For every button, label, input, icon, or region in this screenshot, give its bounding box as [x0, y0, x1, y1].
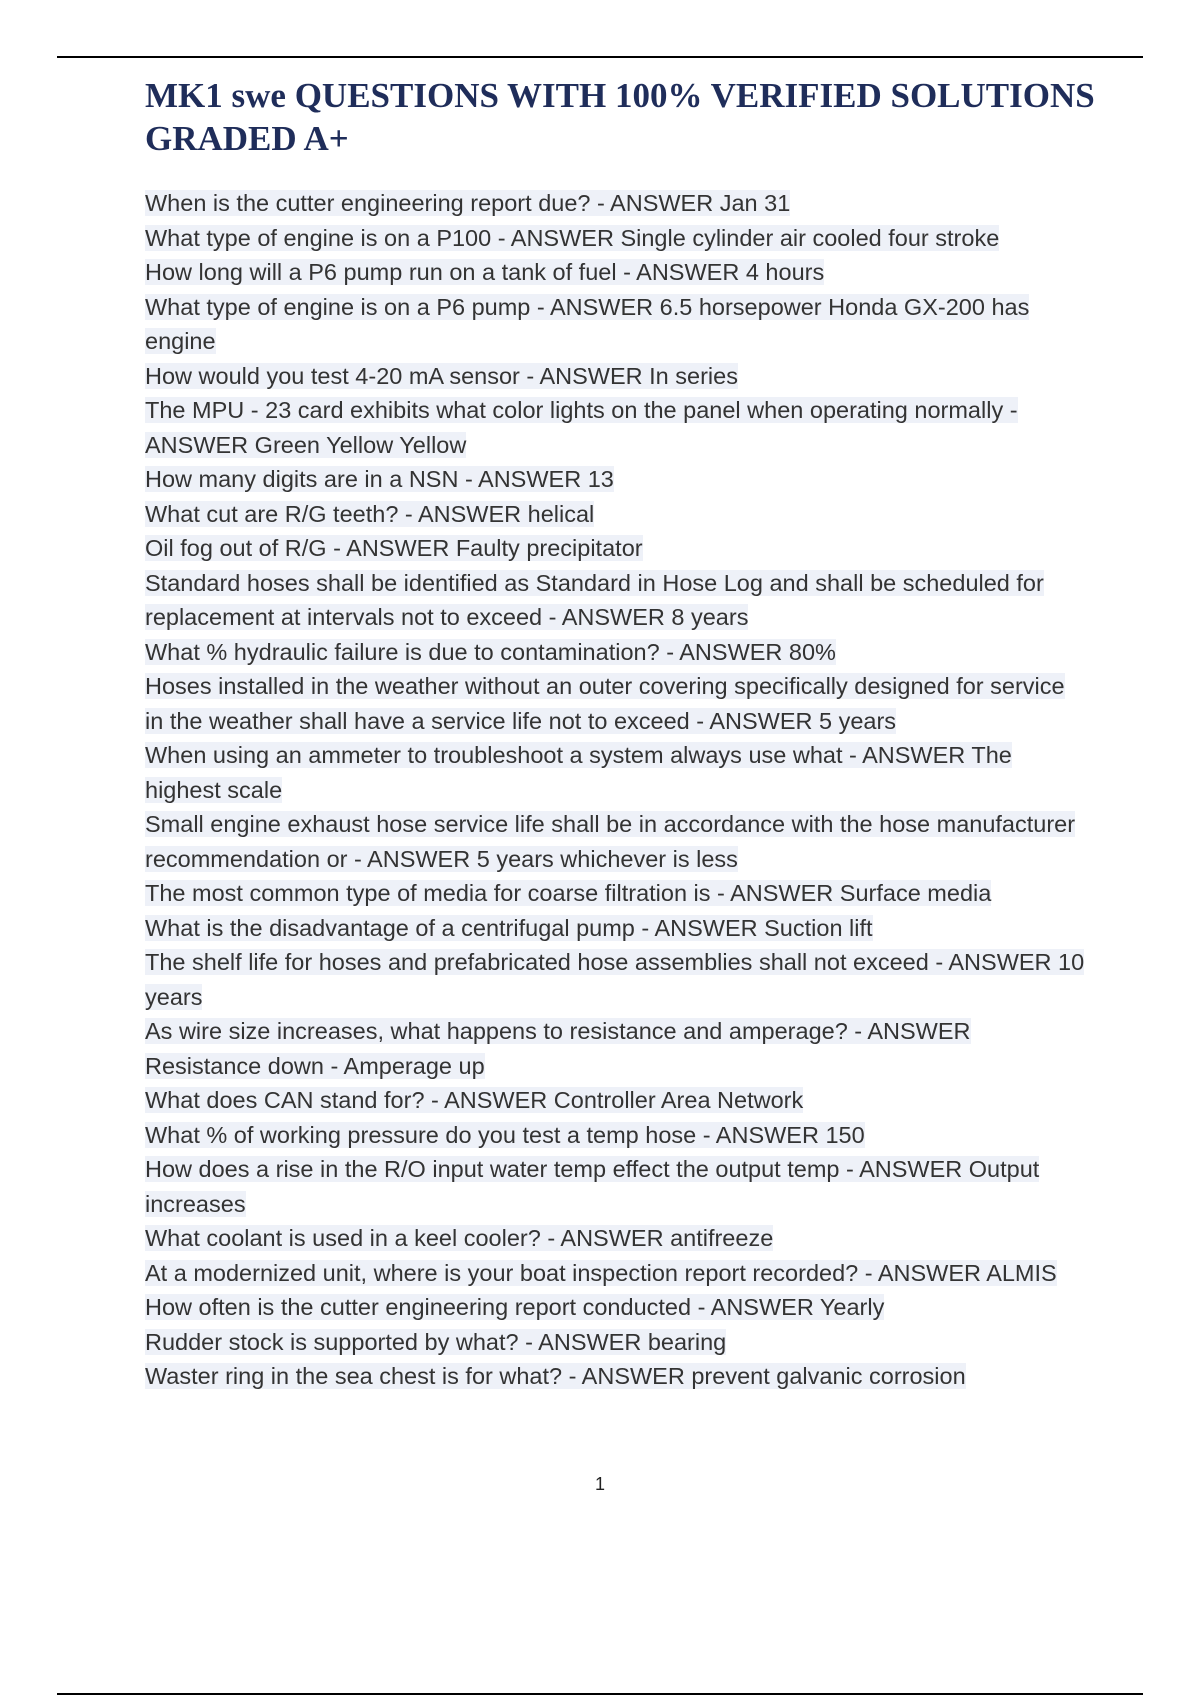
list-item [145, 876, 1085, 911]
qa-text: How often is the cutter engineering report conducted - ANSWER Yearly [145, 1294, 885, 1320]
qa-text: What coolant is used in a keel cooler? - ANSWER antifreeze [145, 1225, 774, 1251]
qa-text: What cut are R/G teeth? - ANSWER helical [145, 500, 595, 527]
qa-text: How many digits are in a NSN - ANSWER 13 [145, 466, 614, 492]
list-item [145, 1325, 1085, 1360]
qa-text: Rudder stock is supported by what? - ANSWER bearing [145, 1328, 727, 1355]
page-title: MK1 swe QUESTIONS WITH 100% VERIFIED SOLUTIONS GRADED A+ [145, 76, 1095, 158]
list-item [145, 1014, 1085, 1083]
list-item [145, 531, 1085, 566]
qa-text: How does a rise in the R/O input water temp effect the output temp - ANSWER Output increases [145, 1156, 1040, 1217]
qa-text: How long will a P6 pump run on a tank of fuel - ANSWER 4 hours [145, 259, 825, 285]
list-item [145, 807, 1085, 876]
list-item [145, 566, 1085, 635]
header-rule [57, 56, 1143, 58]
qa-text: Oil fog out of R/G - ANSWER Faulty precipitator [145, 535, 643, 561]
qa-text: What type of engine is on a P6 pump - ANSWER 6.5 horsepower Honda GX-200 has engine [145, 293, 1030, 354]
list-item [145, 1290, 1085, 1325]
qa-text: When is the cutter engineering report due? - ANSWER Jan 31 [145, 190, 791, 216]
list-item [145, 738, 1085, 807]
list-item [145, 1152, 1085, 1221]
list-item [145, 1256, 1085, 1291]
qa-text: What does CAN stand for? - ANSWER Controller Area Network [145, 1087, 804, 1113]
qa-text: Small engine exhaust hose service life shall be in accordance with the hose manufacturer recommendation or - ANSWER 5 years whichever is less [145, 811, 1076, 872]
list-item [145, 393, 1085, 462]
list-item [145, 1083, 1085, 1118]
list-item [145, 1359, 1085, 1394]
qa-text: How would you test 4-20 mA sensor - ANSWER In series [145, 362, 738, 389]
list-item [145, 635, 1085, 670]
list-item [145, 945, 1085, 1014]
list-item [145, 1118, 1085, 1153]
qa-text: The shelf life for hoses and prefabricated hose assemblies shall not exceed - ANSWER 10 years [145, 949, 1085, 1010]
list-item [145, 221, 1085, 256]
list-item [145, 255, 1085, 290]
qa-text: Standard hoses shall be identified as Standard in Hose Log and shall be scheduled for replacement at intervals not to exceed - ANSWER 8 years [145, 569, 1044, 630]
qa-text: As wire size increases, what happens to resistance and amperage? - ANSWER Resistance down - Amperage up [145, 1018, 971, 1079]
list-item [145, 911, 1085, 946]
footer-rule [57, 1693, 1143, 1695]
qa-text: The MPU - 23 card exhibits what color lights on the panel when operating normally - ANSWER Green Yellow Yellow [145, 397, 1018, 458]
list-item [145, 186, 1085, 221]
qa-text: At a modernized unit, where is your boat inspection report recorded? - ANSWER ALMIS [145, 1259, 1057, 1286]
list-item [145, 462, 1085, 497]
qa-text: What % hydraulic failure is due to contamination? - ANSWER 80% [145, 638, 836, 665]
page-number: 1 [594, 1474, 605, 1494]
qa-text: The most common type of media for coarse filtration is - ANSWER Surface media [145, 880, 992, 906]
qa-text: What % of working pressure do you test a temp hose - ANSWER 150 [145, 1121, 865, 1148]
qa-list [145, 186, 1085, 1394]
qa-text: What is the disadvantage of a centrifugal pump - ANSWER Suction lift [145, 914, 873, 941]
list-item [145, 669, 1085, 738]
list-item [145, 1221, 1085, 1256]
qa-text: What type of engine is on a P100 - ANSWER Single cylinder air cooled four stroke [145, 224, 1000, 251]
list-item [145, 359, 1085, 394]
qa-text: Hoses installed in the weather without an outer covering specifically designed for service in the weather shall have a service life not to exceed - ANSWER 5 years [145, 673, 1065, 734]
list-item [145, 497, 1085, 532]
list-item [145, 290, 1085, 359]
qa-text: Waster ring in the sea chest is for what? - ANSWER prevent galvanic corrosion [145, 1363, 966, 1389]
qa-text: When using an ammeter to troubleshoot a system always use what - ANSWER The highest scale [145, 742, 1012, 803]
